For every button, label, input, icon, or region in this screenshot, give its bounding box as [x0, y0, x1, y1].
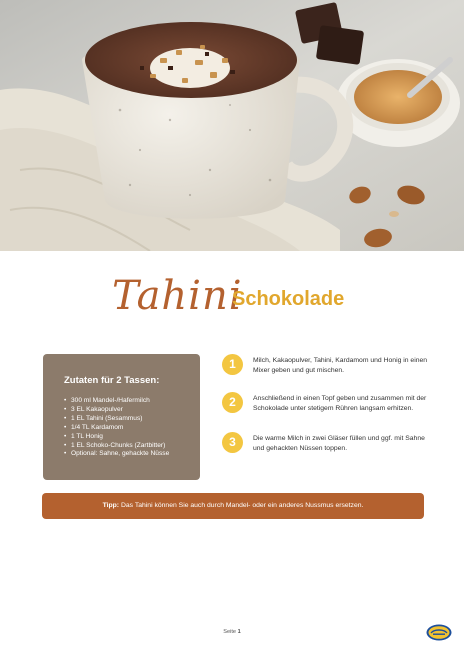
ingredient-item: • 1/4 TL Kardamom	[64, 423, 124, 431]
page-footer	[0, 629, 464, 635]
recipe-title	[0, 268, 464, 328]
step-number-badge: 3	[222, 432, 243, 453]
page-number: 1	[237, 629, 241, 635]
step-text: Anschließend in einen Topf geben und zusammen mit der Schokolade unter stetigem Rühren langsam erhitzen.	[253, 395, 427, 413]
ingredient-item: • Optional: Sahne, gehackte Nüsse	[64, 450, 170, 458]
ingredients-box	[43, 354, 200, 480]
step-text: Die warme Milch in zwei Gläser füllen und ggf. mit Sahne und gehackten Nüssen toppen.	[253, 435, 425, 453]
tip-text: Das Tahini können Sie auch durch Mandel- oder ein anderes Nussmus ersetzen.	[120, 502, 364, 509]
ingredient-item: • 1 TL Honig	[64, 432, 103, 440]
title-script: Tahini	[112, 273, 243, 319]
page-label: Seite	[223, 629, 237, 635]
title-main: Schokolade	[232, 288, 345, 310]
step-number-badge: 1	[222, 354, 243, 375]
ingredients-list	[64, 397, 190, 459]
ingredient-item: • 300 ml Mandel-/Hafermilch	[64, 397, 150, 404]
step-text: Milch, Kakaopulver, Tahini, Kardamom und Honig in einen Mixer geben und gut mischen.	[253, 357, 428, 375]
hero-photo	[0, 0, 464, 251]
ingredient-item: • 3 EL Kakaopulver	[64, 405, 123, 413]
ingredients-heading: Zutaten für 2 Tassen:	[64, 375, 160, 386]
ingredient-item: • 1 EL Schoko-Chunks (Zartbitter)	[64, 441, 166, 449]
ingredient-item: • 1 EL Tahini (Sesammus)	[64, 414, 143, 422]
brand-logo	[426, 624, 452, 641]
step-number-badge: 2	[222, 392, 243, 413]
tip-banner	[42, 493, 424, 519]
tip-label: Tipp:	[102, 502, 120, 509]
